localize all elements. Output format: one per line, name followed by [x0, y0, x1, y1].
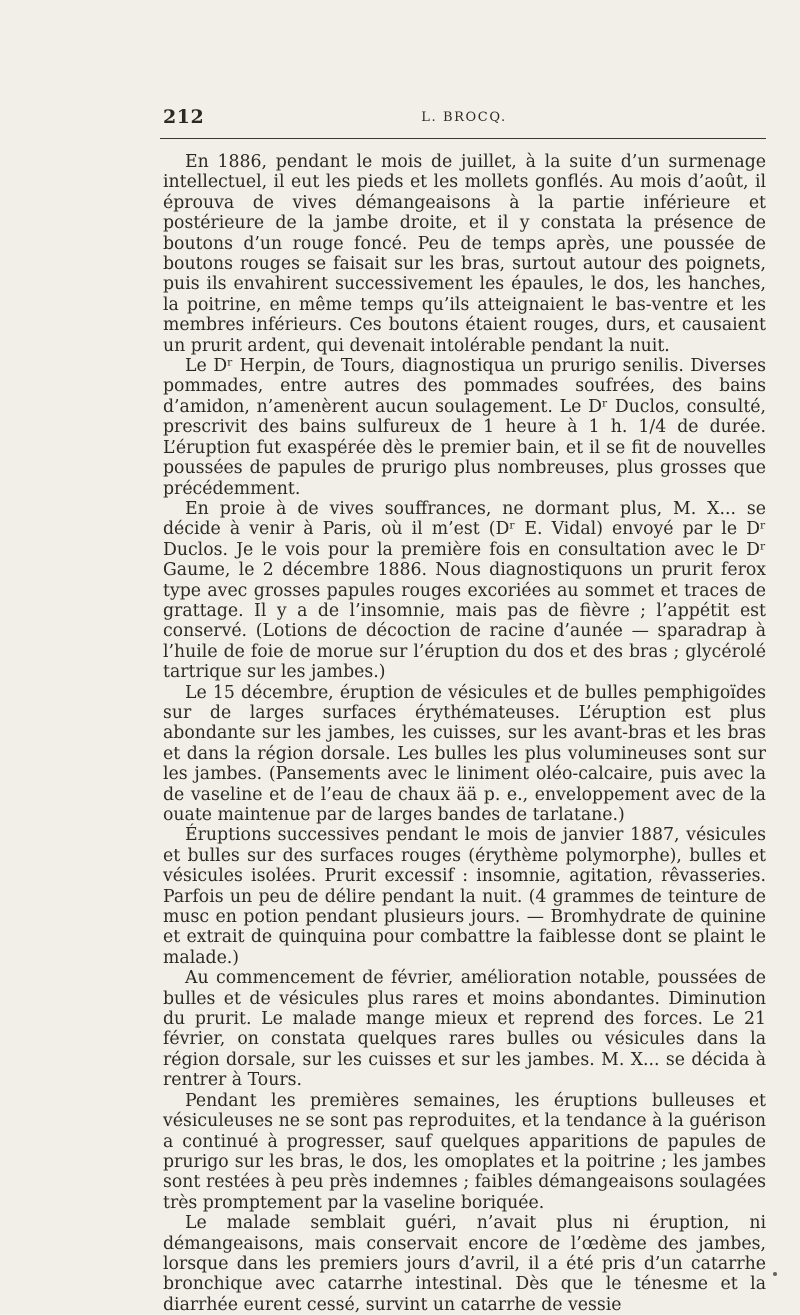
- paragraph: Le malade semblait guéri, n’avait plus ni éruption, ni démangeaisons, mais conservait encore de l’œdème des jambes, lorsque dans les premiers jours d’avril, il a été pris d’un catarrhe bronchique avec catarrhe intestinal. Dès que le ténesme et la diarrhée eurent cessé, survint un catarrhe de vessie: [163, 1213, 766, 1315]
- page-number: 212: [163, 106, 205, 128]
- page-header: [163, 100, 765, 130]
- paragraph: Au commencement de février, amélioration notable, poussées de bulles et de vésicules plus rares et moins abondantes. Diminution du prurit. Le malade mange mieux et reprend des forces. Le 21 février, on constata quelques rares bulles ou vésicules dans la région dorsale, sur les cuisses et sur les jambes. M. X... se décida à rentrer à Tours.: [163, 968, 766, 1091]
- paragraph: Le Dʳ Herpin, de Tours, diagnostiqua un prurigo senilis. Diverses pommades, entre autres des pommades soufrées, des bains d’amidon, n’amenèrent aucun soulagement. Le Dʳ Duclos, consulté, prescrivit des bains sulfureux de 1 heure à 1 h. 1/4 de durée. L’éruption fut exaspérée dès le premier bain, et il se fit de nouvelles poussées de papules de prurigo plus nombreuses, plus grosses que précédemment.: [163, 356, 766, 499]
- paragraph: En 1886, pendant le mois de juillet, à la suite d’un surmenage intellectuel, il eut les pieds et les mollets gonflés. Au mois d’août, il éprouva de vives démangeaisons à la partie inférieure et postérieure de la jambe droite, et il y constata la présence de boutons d’un rouge foncé. Peu de temps après, une poussée de boutons rouges se faisait sur les bras, surtout autour des poignets, puis ils envahirent successivement les épaules, le dos, les hanches, la poitrine, en même temps qu’ils atteignaient le bas-ventre et les membres inférieurs. Ces boutons étaient rouges, durs, et causaient un prurit ardent, qui devenait intolérable pendant la nuit.: [163, 152, 766, 356]
- header-rule: [160, 138, 766, 139]
- paragraph: Le 15 décembre, éruption de vésicules et de bulles pemphigoïdes sur de larges surfaces érythémateuses. L’éruption est plus abondante sur les jambes, les cuisses, sur les avant-bras et les bras et dans la région dorsale. Les bulles les plus volumineuses sont sur les jambes. (Pansements avec le liniment oléo-calcaire, puis avec la de vaseline et de l’eau de chaux ää p. e., enveloppement avec de la ouate maintenue par de larges bandes de tarlatane.): [163, 682, 766, 825]
- paragraph: Pendant les premières semaines, les éruptions bulleuses et vésiculeuses ne se sont pas reproduites, et la tendance à la guérison a continué à progresser, sauf quelques apparitions de papules de prurigo sur les bras, le dos, les omoplates et la poitrine ; les jambes sont restées à peu près indemnes ; faibles démangeaisons soulagées très promptement par la vaseline boriquée.: [163, 1090, 766, 1213]
- paragraph: En proie à de vives souffrances, ne dormant plus, M. X... se décide à venir à Paris, où il m’est (Dʳ E. Vidal) envoyé par le Dʳ Duclos. Je le vois pour la première fois en consultation avec le Dʳ Gaume, le 2 décembre 1886. Nous diagnostiquons un prurit ferox type avec grosses papules rouges excoriées au sommet et traces de grattage. Il y a de l’insomnie, mais pas de fièvre ; l’appétit est conservé. (Lotions de décoction de racine d’aunée — sparadrap à l’huile de foie de morue sur l’éruption du dos et des bras ; glycérolé tartrique sur les jambes.): [163, 498, 766, 683]
- paragraph: Éruptions successives pendant le mois de janvier 1887, vésicules et bulles sur des surfaces rouges (érythème polymorphe), bulles et vésicules isolées. Prurit excessif : insomnie, agitation, rêvasseries. Parfois un peu de délire pendant la nuit. (4 grammes de teinture de musc en potion pendant plusieurs jours. — Bromhydrate de quinine et extrait de quinquina pour combattre la faiblesse dont se plaint le malade.): [163, 825, 766, 968]
- running-head: L. BROCQ.: [421, 110, 507, 125]
- ink-speck: [773, 1272, 777, 1276]
- page-body: [163, 152, 766, 1315]
